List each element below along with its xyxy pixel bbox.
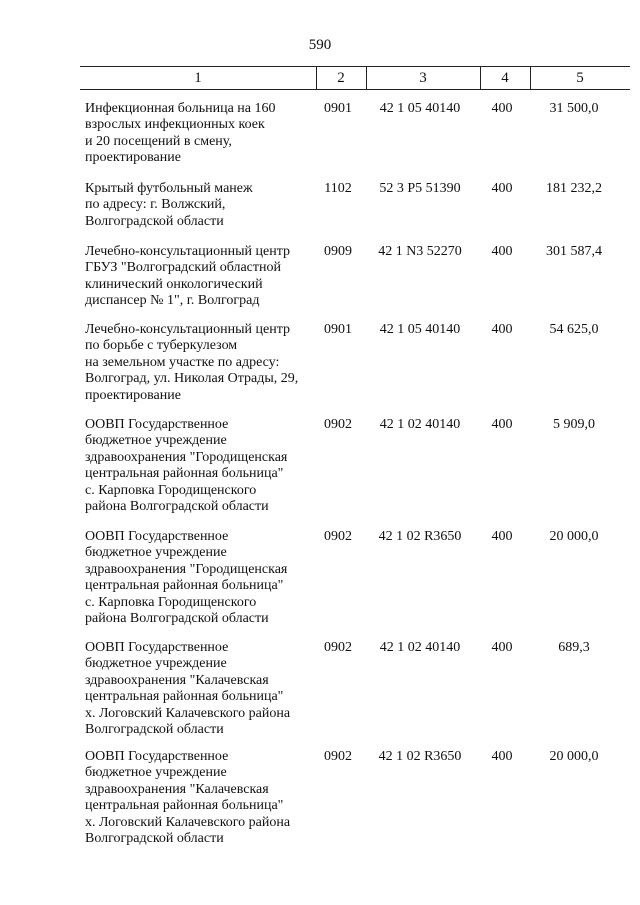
row-target-article: 42 1 02 40140 bbox=[379, 640, 461, 655]
header-col-1: 1 bbox=[194, 70, 202, 86]
row-section: 0909 bbox=[324, 244, 352, 259]
header-col-2: 2 bbox=[337, 70, 345, 86]
row-target-article: 42 1 N3 52270 bbox=[378, 244, 462, 259]
row-expense-type: 400 bbox=[491, 749, 513, 764]
row-target-article: 52 3 P5 51390 bbox=[379, 181, 461, 196]
row-section: 0901 bbox=[324, 101, 352, 116]
header-col-5: 5 bbox=[576, 70, 584, 86]
row-expense-type: 400 bbox=[491, 244, 513, 259]
row-sum: 181 232,2 bbox=[546, 181, 602, 196]
table-header bbox=[80, 66, 630, 90]
row-expense-type: 400 bbox=[491, 101, 513, 116]
row-name: ООВП Государственное бюджетное учреждение здравоохранения "Городищенская центральная районная больница" с. Карповка Городищенского района Волгоградской области bbox=[85, 417, 288, 515]
row-target-article: 42 1 02 R3650 bbox=[378, 749, 462, 764]
row-section: 0902 bbox=[324, 640, 352, 655]
row-expense-type: 400 bbox=[491, 181, 513, 196]
row-target-article: 42 1 02 40140 bbox=[379, 417, 461, 432]
row-sum: 301 587,4 bbox=[546, 244, 602, 259]
row-sum: 20 000,0 bbox=[549, 529, 599, 544]
row-sum: 54 625,0 bbox=[549, 322, 599, 337]
row-section: 1102 bbox=[324, 181, 352, 196]
row-sum: 31 500,0 bbox=[549, 101, 599, 116]
row-name: ООВП Государственное бюджетное учреждение здравоохранения "Калачевская центральная районная больница" х. Логовский Калачевского района Волгоградской области bbox=[85, 749, 291, 847]
row-sum: 20 000,0 bbox=[549, 749, 599, 764]
row-name: ООВП Государственное бюджетное учреждение здравоохранения "Калачевская центральная районная больница" х. Логовский Калачевского района Волгоградской области bbox=[85, 640, 291, 738]
row-name: Лечебно-консультационный центр ГБУЗ "Волгоградский областной клинический онкологический диспансер № 1", г. Волгоград bbox=[85, 244, 290, 309]
row-target-article: 42 1 05 40140 bbox=[379, 322, 461, 337]
row-section: 0902 bbox=[324, 749, 352, 764]
header-col-3: 3 bbox=[419, 70, 427, 86]
header-col-4: 4 bbox=[501, 70, 509, 86]
row-section: 0901 bbox=[324, 322, 352, 337]
row-section: 0902 bbox=[324, 417, 352, 432]
page-number: 590 bbox=[308, 37, 332, 53]
row-expense-type: 400 bbox=[491, 640, 513, 655]
row-name: Лечебно-консультационный центр по борьбе с туберкулезом на земельном участке по адресу: Волгоград, ул. Николая Отрады, 29, проектирование bbox=[85, 322, 299, 403]
row-target-article: 42 1 05 40140 bbox=[379, 101, 461, 116]
row-expense-type: 400 bbox=[491, 417, 513, 432]
row-name: ООВП Государственное бюджетное учреждение здравоохранения "Городищенская центральная районная больница" с. Карповка Городищенского района Волгоградской области bbox=[85, 529, 288, 627]
row-name: Крытый футбольный манеж по адресу: г. Волжский, Волгоградской области bbox=[85, 181, 253, 229]
row-expense-type: 400 bbox=[491, 529, 513, 544]
row-section: 0902 bbox=[324, 529, 352, 544]
row-sum: 5 909,0 bbox=[553, 417, 595, 432]
row-target-article: 42 1 02 R3650 bbox=[378, 529, 462, 544]
row-name: Инфекционная больница на 160 взрослых инфекционных коек и 20 посещений в смену, проектирование bbox=[85, 101, 276, 166]
row-sum: 689,3 bbox=[558, 640, 590, 655]
row-expense-type: 400 bbox=[491, 322, 513, 337]
